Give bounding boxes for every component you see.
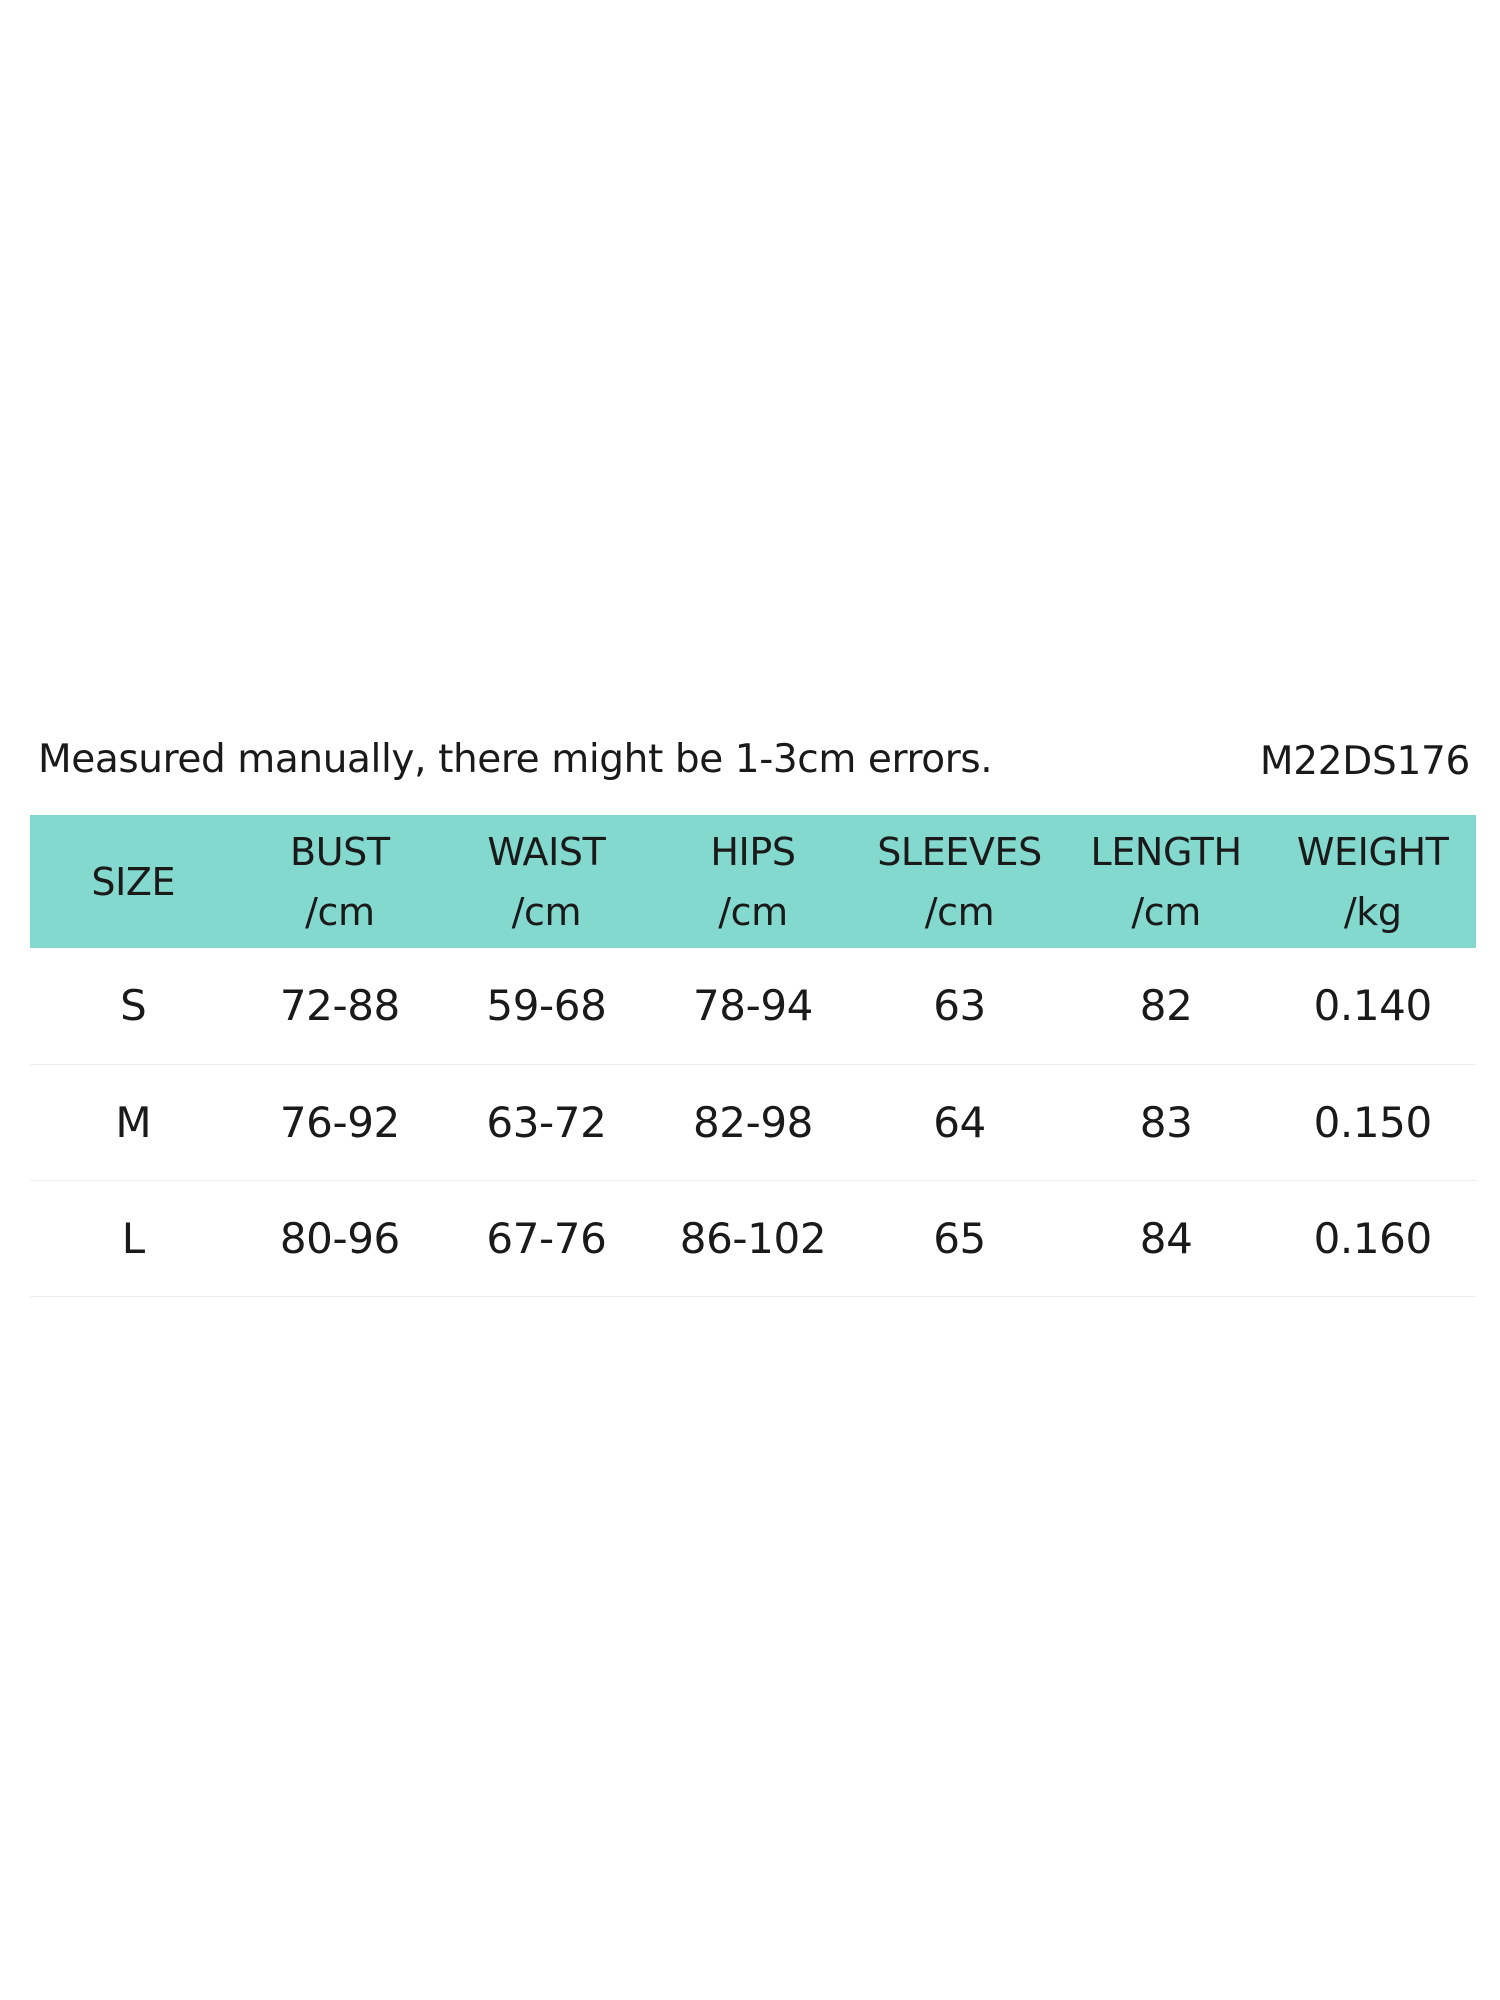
header-label: WEIGHT <box>1296 829 1449 874</box>
header-label: BUST <box>290 829 390 874</box>
header-unit: /cm <box>718 889 788 934</box>
cell-weight: 0.160 <box>1313 1213 1432 1263</box>
header-unit: /cm <box>511 889 582 934</box>
cell-bust: 72-88 <box>279 981 400 1031</box>
cell-size: L <box>121 1213 145 1263</box>
cell-size: S <box>120 981 147 1031</box>
cell-length: 82 <box>1139 981 1193 1031</box>
cell-waist: 67-76 <box>486 1213 607 1263</box>
header-size <box>30 815 237 948</box>
cell-length: 83 <box>1139 1097 1193 1147</box>
header-unit: /cm <box>1131 889 1201 934</box>
table-row-m <box>30 1064 1476 1180</box>
table-row-l <box>30 1180 1476 1296</box>
table-row-s <box>30 948 1476 1064</box>
size-chart-top-line <box>30 735 1476 815</box>
header-hips <box>650 815 857 948</box>
size-table <box>30 815 1476 1297</box>
header-bust <box>237 815 444 948</box>
header-unit: /cm <box>305 889 375 934</box>
header-waist <box>443 815 650 948</box>
cell-size: M <box>115 1097 152 1147</box>
cell-hips: 86-102 <box>679 1213 827 1263</box>
size-table-header <box>30 815 1476 948</box>
cell-weight: 0.150 <box>1313 1097 1432 1147</box>
cell-sleeves: 63 <box>933 981 986 1031</box>
cell-bust: 76-92 <box>279 1097 400 1147</box>
product-code: M22DS176 <box>1259 739 1470 784</box>
header-label: HIPS <box>710 829 796 874</box>
measurement-note: Measured manually, there might be 1-3cm errors. <box>38 737 993 782</box>
cell-length: 84 <box>1139 1213 1193 1263</box>
size-chart <box>30 735 1476 1297</box>
cell-hips: 78-94 <box>692 981 813 1031</box>
header-label: WAIST <box>487 829 606 874</box>
cell-weight: 0.140 <box>1313 981 1432 1031</box>
header-weight <box>1269 815 1476 948</box>
header-unit: /kg <box>1343 889 1402 934</box>
header-row <box>30 815 1476 948</box>
cell-waist: 59-68 <box>486 981 607 1031</box>
header-label: LENGTH <box>1090 829 1242 874</box>
header-sleeves <box>856 815 1063 948</box>
header-unit: /cm <box>924 889 995 934</box>
cell-waist: 63-72 <box>486 1097 607 1147</box>
cell-sleeves: 65 <box>933 1213 986 1263</box>
header-label: SLEEVES <box>877 829 1042 874</box>
header-label: SIZE <box>91 859 176 904</box>
cell-sleeves: 64 <box>933 1097 986 1147</box>
header-length <box>1063 815 1270 948</box>
cell-bust: 80-96 <box>279 1213 400 1263</box>
size-table-body <box>30 948 1476 1296</box>
cell-hips: 82-98 <box>692 1097 813 1147</box>
